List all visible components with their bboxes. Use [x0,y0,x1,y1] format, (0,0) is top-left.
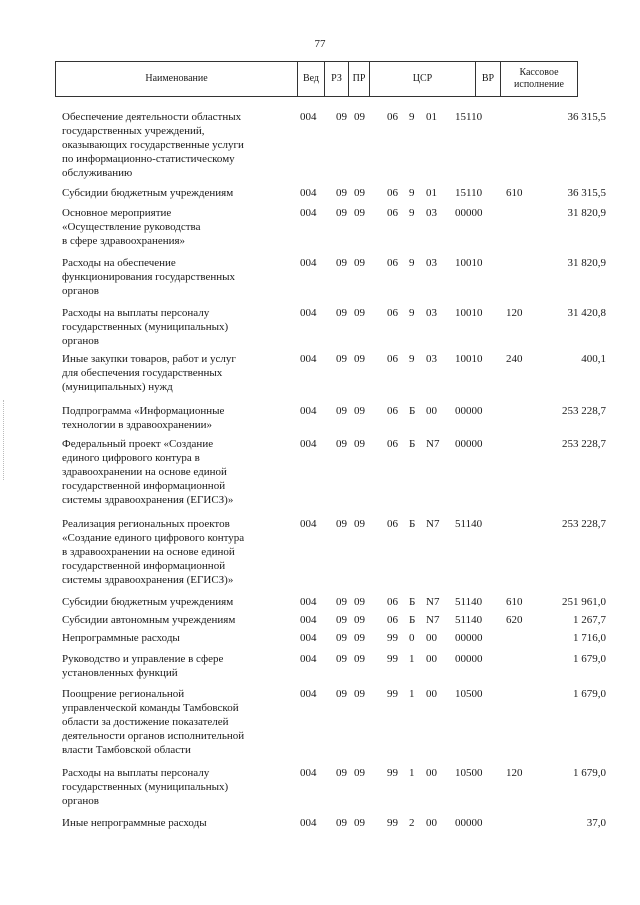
cell-c3: 01 [426,187,437,199]
cell-c1: 99 [387,653,398,665]
cell-pr: 09 [354,767,365,779]
cell-rz: 09 [336,596,347,608]
cell-c4: 00000 [455,817,483,829]
cell-c2: 9 [409,307,415,319]
cell-ved: 004 [300,438,317,450]
cell-c1: 99 [387,688,398,700]
row-name-line: системы здравоохранения (ЕГИСЗ)» [62,574,234,586]
cell-ved: 004 [300,405,317,417]
cell-vr: 120 [506,307,523,319]
cell-c4: 15110 [455,187,483,199]
row-name-line: Иные закупки товаров, работ и услуг [62,353,236,365]
row-name [62,352,290,394]
cell-ved: 004 [300,353,317,365]
cell-rz: 09 [336,307,347,319]
cell-pr: 09 [354,353,365,365]
cell-ved: 004 [300,767,317,779]
cell-amount: 31 820,9 [567,207,606,219]
row-name-line: управленческой команды Тамбовской [62,702,239,714]
row-name-line: государственной информационной [62,480,226,492]
row-name-line: государственных учреждений, [62,125,205,137]
cell-c3: 00 [426,688,437,700]
row-name-line: деятельности органов исполнительной [62,730,245,742]
row-name [62,517,290,587]
cell-rz: 09 [336,438,347,450]
cell-amount: 253 228,7 [562,518,606,530]
row-name-line: единого цифрового контура в [62,452,200,464]
table-header [55,61,578,97]
cell-c2: 1 [409,688,415,700]
row-name [62,186,290,200]
row-name-line: технологии в здравоохранении» [62,419,213,431]
cell-c3: 00 [426,653,437,665]
row-name-line: Субсидии бюджетным учреждениям [62,187,234,199]
cell-amount: 31 820,9 [567,257,606,269]
cell-c4: 00000 [455,207,483,219]
cell-ved: 004 [300,307,317,319]
cell-c3: 03 [426,207,437,219]
cell-rz: 09 [336,207,347,219]
cell-pr: 09 [354,111,365,123]
cell-pr: 09 [354,307,365,319]
cell-pr: 09 [354,653,365,665]
cell-c2: Б [409,405,416,417]
cell-c1: 06 [387,614,398,626]
cell-c4: 51140 [455,596,483,608]
cell-rz: 09 [336,187,347,199]
header-name: Наименование [145,73,208,84]
cell-c1: 06 [387,207,398,219]
cell-amount: 253 228,7 [562,405,606,417]
cell-ved: 004 [300,257,317,269]
cell-c2: 0 [409,632,415,644]
row-name-line: Расходы на выплаты персоналу [62,307,210,319]
row-name-line: (муниципальных) нужд [62,381,173,393]
row-name-line: Обеспечение деятельности областных [62,111,242,123]
cell-pr: 09 [354,207,365,219]
cell-c3: 03 [426,307,437,319]
cell-amount: 1 679,0 [573,653,606,665]
cell-rz: 09 [336,632,347,644]
cell-amount: 1 679,0 [573,688,606,700]
row-name-line: власти Тамбовской области [62,744,191,756]
cell-c3: 03 [426,257,437,269]
cell-rz: 09 [336,353,347,365]
cell-c4: 10010 [455,353,483,365]
cell-c1: 06 [387,405,398,417]
cell-pr: 09 [354,405,365,417]
page-number: 77 [314,38,326,50]
cell-c1: 06 [387,187,398,199]
cell-amount: 1 716,0 [573,632,606,644]
row-name-line: Поощрение региональной [62,688,185,700]
cell-c3: 00 [426,817,437,829]
header-amount: Кассовое исполнение [500,62,577,96]
cell-c3: N7 [426,438,440,450]
cell-c2: 9 [409,353,415,365]
header-pr: ПР [348,62,369,96]
row-name-line: органов [62,335,99,347]
header-csr: ЦСР [369,62,475,96]
cell-ved: 004 [300,817,317,829]
header-vr: ВР [475,62,500,96]
row-name [62,306,290,348]
row-name [62,404,290,432]
cell-c4: 00000 [455,405,483,417]
row-name-line: в здравоохранении на основе единой [62,546,235,558]
header-ved: Вед [297,62,324,96]
cell-pr: 09 [354,596,365,608]
cell-c2: Б [409,596,416,608]
cell-c3: 00 [426,767,437,779]
cell-ved: 004 [300,614,317,626]
cell-c3: 00 [426,632,437,644]
row-name-line: установленных функций [62,667,178,679]
cell-c2: Б [409,614,416,626]
cell-amount: 1 267,7 [573,614,606,626]
cell-ved: 004 [300,518,317,530]
row-name-line: по информационно-статистическому [62,153,235,165]
row-name-line: для обеспечения государственных [62,367,223,379]
row-name-line: «Осуществление руководства [62,221,201,233]
cell-c2: 9 [409,207,415,219]
cell-c4: 00000 [455,438,483,450]
cell-pr: 09 [354,257,365,269]
cell-c3: 03 [426,353,437,365]
cell-vr: 610 [506,187,523,199]
cell-c1: 06 [387,518,398,530]
row-name-line: государственных (муниципальных) [62,321,229,333]
cell-ved: 004 [300,688,317,700]
cell-c4: 51140 [455,518,483,530]
cell-rz: 09 [336,653,347,665]
header-rz: РЗ [324,62,348,96]
cell-rz: 09 [336,111,347,123]
cell-c4: 15110 [455,111,483,123]
row-name-line: системы здравоохранения (ЕГИСЗ)» [62,494,234,506]
cell-c3: N7 [426,596,440,608]
cell-pr: 09 [354,187,365,199]
cell-vr: 120 [506,767,523,779]
cell-c4: 51140 [455,614,483,626]
cell-rz: 09 [336,767,347,779]
row-name [62,256,290,298]
row-name-line: здравоохранении на основе единой [62,466,227,478]
cell-ved: 004 [300,187,317,199]
row-name-line: области за достижение показателей [62,716,229,728]
row-name-line: органов [62,795,99,807]
cell-rz: 09 [336,405,347,417]
cell-amount: 253 228,7 [562,438,606,450]
cell-ved: 004 [300,596,317,608]
row-name [62,437,290,507]
cell-rz: 09 [336,817,347,829]
cell-c2: 1 [409,767,415,779]
cell-amount: 251 961,0 [562,596,606,608]
cell-pr: 09 [354,614,365,626]
cell-c1: 99 [387,632,398,644]
cell-c3: N7 [426,518,440,530]
cell-amount: 36 315,5 [567,187,606,199]
cell-vr: 620 [506,614,523,626]
cell-c1: 06 [387,257,398,269]
cell-c4: 00000 [455,632,483,644]
cell-ved: 004 [300,632,317,644]
cell-c4: 10010 [455,257,483,269]
cell-amount: 31 420,8 [567,307,606,319]
cell-c2: 9 [409,111,415,123]
cell-ved: 004 [300,653,317,665]
row-name-line: Субсидии бюджетным учреждениям [62,596,234,608]
cell-amount: 37,0 [586,817,606,829]
row-name-line: в сфере здравоохранения» [62,235,186,247]
cell-c1: 06 [387,438,398,450]
row-name-line: государственных (муниципальных) [62,781,229,793]
cell-c2: Б [409,518,416,530]
row-name-line: органов [62,285,99,297]
row-name-line: Непрограммные расходы [62,632,180,644]
row-name-line: Расходы на выплаты персоналу [62,767,210,779]
cell-ved: 004 [300,207,317,219]
cell-c2: 2 [409,817,415,829]
row-name [62,613,290,627]
cell-amount: 400,1 [581,353,606,365]
row-name-line: обслуживанию [62,167,133,179]
cell-c2: Б [409,438,416,450]
row-name-line: государственной информационной [62,560,226,572]
cell-rz: 09 [336,688,347,700]
row-name-line: Руководство и управление в сфере [62,653,224,665]
cell-c1: 06 [387,353,398,365]
cell-c4: 10500 [455,767,483,779]
cell-pr: 09 [354,632,365,644]
cell-c4: 10010 [455,307,483,319]
row-name-line: Расходы на обеспечение [62,257,176,269]
cell-vr: 240 [506,353,523,365]
cell-c1: 06 [387,111,398,123]
cell-c3: 01 [426,111,437,123]
row-name [62,631,290,645]
cell-c2: 1 [409,653,415,665]
row-name [62,816,290,830]
row-name-line: функционирования государственных [62,271,236,283]
row-name-line: Федеральный проект «Создание [62,438,214,450]
cell-rz: 09 [336,614,347,626]
row-name-line: Реализация региональных проектов [62,518,230,530]
cell-rz: 09 [336,518,347,530]
margin-mark [3,400,6,480]
cell-pr: 09 [354,518,365,530]
cell-amount: 1 679,0 [573,767,606,779]
cell-c1: 99 [387,817,398,829]
cell-c3: 00 [426,405,437,417]
row-name-line: оказывающих государственные услуги [62,139,244,151]
cell-rz: 09 [336,257,347,269]
cell-pr: 09 [354,438,365,450]
cell-c2: 9 [409,257,415,269]
cell-c1: 99 [387,767,398,779]
cell-c1: 06 [387,596,398,608]
row-name-line: Подпрограмма «Информационные [62,405,225,417]
row-name-line: Основное мероприятие [62,207,172,219]
row-name-line: «Создание единого цифрового контура [62,532,245,544]
row-name [62,110,290,180]
row-name [62,652,290,680]
cell-ved: 004 [300,111,317,123]
row-name-line: Субсидии автономным учреждениям [62,614,236,626]
cell-amount: 36 315,5 [567,111,606,123]
cell-pr: 09 [354,688,365,700]
cell-c4: 10500 [455,688,483,700]
cell-c1: 06 [387,307,398,319]
row-name-line: Иные непрограммные расходы [62,817,207,829]
row-name [62,687,290,757]
cell-pr: 09 [354,817,365,829]
row-name [62,206,290,248]
cell-vr: 610 [506,596,523,608]
cell-c4: 00000 [455,653,483,665]
cell-c3: N7 [426,614,440,626]
row-name [62,595,290,609]
row-name [62,766,290,808]
cell-c2: 9 [409,187,415,199]
